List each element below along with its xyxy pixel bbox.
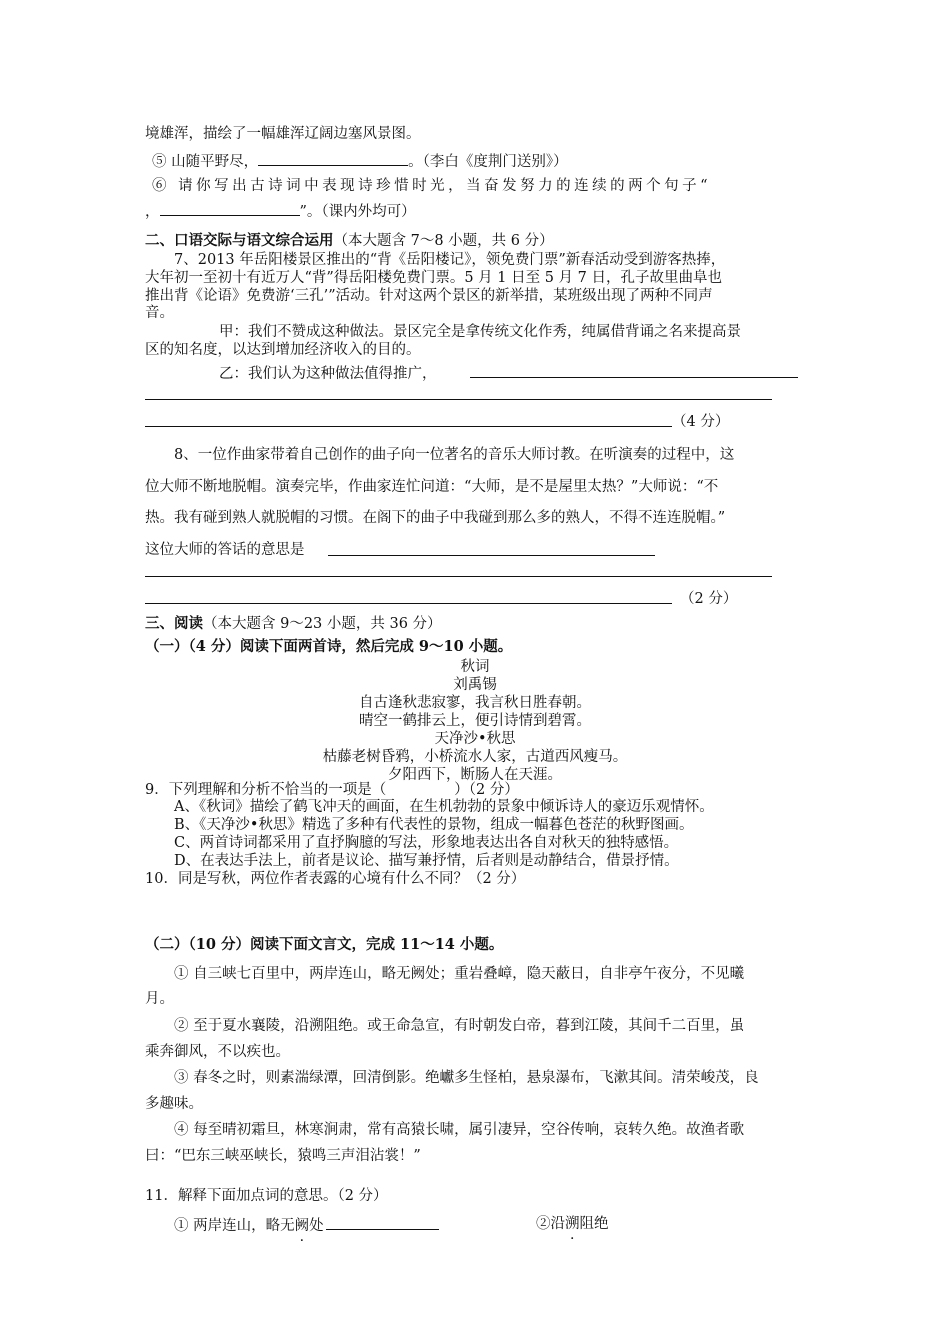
answer-blank[interactable] (160, 200, 300, 216)
q10-stem: 10．同是写秋，两位作者表露的心境有什么不同？（2 分） (145, 871, 526, 887)
view-jia: 区的知名度，以达到增加经济收入的目的。 (145, 342, 421, 358)
passage-line: 曰：“巴东三峡巫峡长，猿鸣三声泪沾裳！” (145, 1148, 421, 1164)
poem-title: 天净沙•秋思 (434, 731, 516, 747)
q9-score: ）（2 分） (454, 782, 519, 798)
q8-line: 位大师不断地脱帽。演奏完毕，作曲家连忙问道：“大师，是不是屋里太热？”大师说：“不 (145, 479, 719, 495)
poem-line: 晴空一鹤排云上，便引诗情到碧霄。 (359, 713, 591, 729)
view-jia: 甲：我们不赞成这种做法。景区完全是拿传统文化作秀，纯属借背诵之名来提高景 (219, 324, 741, 340)
option-c: C、两首诗词都采用了直抒胸臆的写法，形象地表达出各自对秋天的独特感悟。 (174, 835, 679, 851)
passage-line: ④ 每至晴初霜旦，林寒涧肃，常有高猿长啸，属引凄异，空谷传响，哀转久绝。故渔者歌 (174, 1122, 745, 1138)
score-label: （4 分） (672, 414, 730, 430)
score-label: （2 分） (680, 591, 738, 607)
passage-heading: （二）（10 分）阅读下面文言文，完成 11～14 小题。 (145, 936, 504, 953)
section-title: 二、口语交际与语文综合运用 (145, 232, 334, 249)
q6-note: ”。（课内外均可） (299, 204, 416, 220)
choice-blank[interactable] (386, 779, 454, 794)
passage-line: ② 至于夏水襄陵，沿溯阻绝。或王命急宣，有时朝发白帝，暮到江陵，其间千二百里，虽 (174, 1018, 745, 1034)
passage-line: 乘奔御风，不以疾也。 (145, 1044, 290, 1060)
poem-title: 秋词 (460, 659, 490, 675)
option-b: B、《天净沙•秋思》精选了多种有代表性的景物，组成一幅暮色苍茫的秋野图画。 (174, 817, 694, 833)
q7-line: 推出背《论语》免费游‘三孔’”活动。针对这两个景区的新举措，某班级出现了两种不同声 (145, 288, 713, 304)
option-a: A、《秋词》描绘了鹤飞冲天的画面，在生机勃勃的景象中倾诉诗人的豪迈乐观情怀。 (174, 799, 714, 815)
poem-line: 夕阳西下，断肠人在天涯。 (388, 767, 562, 783)
section-note: （本大题含 9～23 小题，共 36 分） (203, 616, 442, 632)
q11-stem: 11．解释下面加点词的意思。（2 分） (145, 1188, 388, 1204)
q11-item-2 (536, 1214, 609, 1234)
q11-item-text: 处 (309, 1218, 324, 1234)
answer-line[interactable] (328, 555, 655, 556)
answer-blank[interactable] (258, 150, 408, 166)
passage-line: 多趣味。 (145, 1096, 203, 1112)
poem-line: 枯藤老树昏鸦，小桥流水人家，古道西风瘦马。 (322, 749, 628, 765)
answer-line[interactable] (145, 603, 672, 604)
view-yi: 乙：我们认为这种做法值得推广， (219, 366, 437, 382)
q11-item-1 (174, 1214, 439, 1236)
section-heading (145, 231, 554, 251)
section-heading (145, 614, 442, 634)
q6-line: ⑥ 请你写出古诗词中表现诗珍惜时光，当奋发努力的连续的两个句子“ (152, 178, 712, 194)
option-d: D、在表达手法上，前者是议论、描写兼抒情，后者则是动静结合，借景抒情。 (174, 853, 679, 869)
q5-prompt: ⑤ 山随平野尽， (152, 154, 259, 170)
answer-line[interactable] (145, 399, 772, 400)
section-title: 三、阅读 (145, 615, 203, 632)
q8-line: 8、一位作曲家带着自己创作的曲子向一位著名的音乐大师讨教。在听演奏的过程中，这 (174, 447, 735, 463)
q5-line (152, 150, 568, 172)
q11-item-text: ②沿 (536, 1216, 565, 1232)
section-note: （本大题含 7～8 小题，共 6 分） (333, 233, 554, 249)
answer-line[interactable] (145, 576, 772, 577)
poem-author: 刘禹锡 (453, 677, 497, 693)
q11-item-text: 阻绝 (579, 1216, 609, 1232)
answer-line[interactable] (470, 377, 798, 378)
passage-line: ① 自三峡七百里中，两岸连山，略无阙处；重岩叠嶂，隐天蔽日，自非亭午夜分，不见曦 (174, 966, 745, 982)
passage-heading: （一）（4 分）阅读下面两首诗，然后完成 9～10 小题。 (145, 638, 513, 655)
q8-line: 热。我有碰到熟人就脱帽的习惯。在阁下的曲子中我碰到那么多的熟人，不得不连连脱帽。” (145, 510, 726, 526)
answer-blank[interactable] (326, 1214, 439, 1230)
dotted-word: 溯 (565, 1216, 580, 1232)
text-line: 境雄浑，描绘了一幅雄浑辽阔边塞风景图。 (145, 126, 421, 142)
q11-item-text: ① 两岸连山，略无 (174, 1218, 295, 1234)
q8-prompt: 这位大师的答话的意思是 (145, 542, 305, 558)
q7-line: 大年初一至初十有近万人“背”得岳阳楼免费门票。5 月 1 日至 5 月 7 日，孔子故里曲阜也 (145, 270, 722, 286)
poem-line: 自古逢秋悲寂寥，我言秋日胜春朝。 (359, 695, 591, 711)
q9-text: 9．下列理解和分析不恰当的一项是（ (145, 782, 387, 798)
passage-line: ③ 春冬之时，则素湍绿潭，回清倒影。绝巘多生怪柏，悬泉瀑布，飞漱其间。清荣峻茂，良 (174, 1070, 759, 1086)
passage-line: 月。 (145, 991, 174, 1007)
q6-comma: ， (145, 204, 160, 220)
dotted-word: 阙 (294, 1218, 310, 1234)
q5-source: 。（李白《度荆门送别》） (408, 154, 568, 170)
q6-line2 (145, 200, 416, 222)
q7-line: 音。 (145, 305, 174, 321)
q7-line: 7、2013 年岳阳楼景区推出的“背《岳阳楼记》，领免费门票”新春活动受到游客热捧， (174, 252, 726, 268)
answer-line[interactable] (145, 426, 672, 427)
